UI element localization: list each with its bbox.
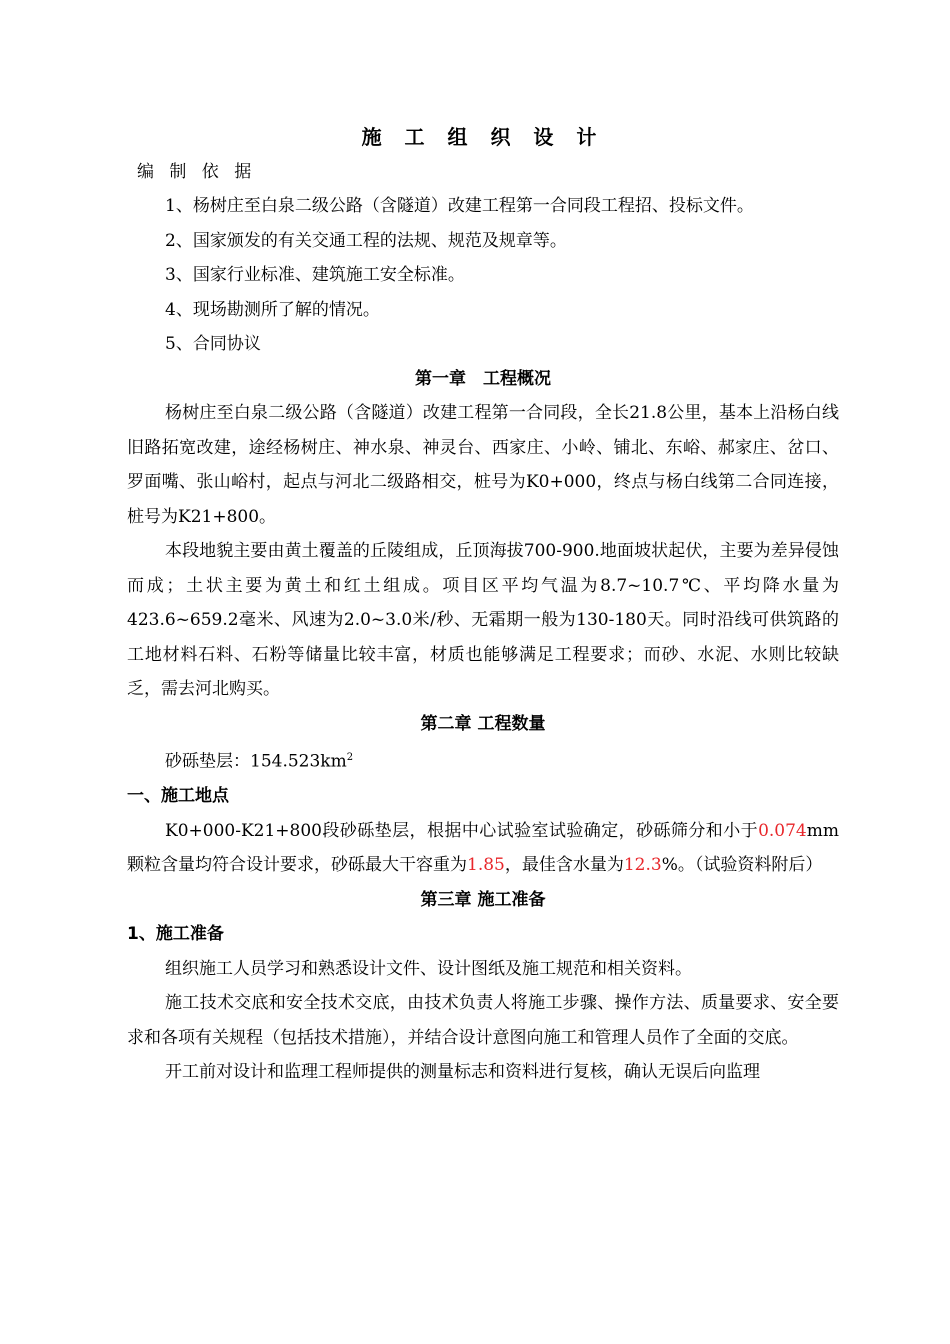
page-title: 施 工 组 织 设 计 — [361, 125, 605, 149]
quantity-superscript: 2 — [346, 752, 354, 763]
basis-item-3: 3、国家行业标准、建筑施工安全标准。 — [165, 265, 465, 285]
site-text-1: K0+000-K21+800段砂砾垫层，根据中心试验室试验确定，砂砾筛分和小于 — [165, 820, 759, 841]
basis-item-2: 2、国家颁发的有关交通工程的法规、规范及规章等。 — [165, 230, 567, 251]
quantity-line — [127, 741, 839, 779]
basis-heading: 编 制 依 据 — [137, 161, 257, 182]
chapter-3-paragraph-2: 施工技术交底和安全技术交底，由技术负责人将施工步骤、操作方法、质量要求、安全要求和各项有关规程（包括技术措施），并结合设计意图向施工和管理人员作了全面的交底。 — [127, 993, 839, 1048]
site-text-3: ，最佳含水量为 — [504, 855, 624, 876]
chapter-3-heading: 第三章 施工准备 — [420, 889, 546, 910]
dry-density-value: 1.85 — [467, 855, 505, 876]
basis-item-4: 4、现场勘测所了解的情况。 — [165, 299, 380, 320]
particle-size-value: 0.074 — [758, 820, 807, 841]
quantity-label: 砂砾垫层：154.523km — [165, 751, 347, 772]
basis-item-5: 5、合同协议 — [165, 334, 261, 354]
site-paragraph — [127, 814, 839, 883]
site-text-2: mm颗粒含量均符合设计要求，砂砾最大干容重为 — [127, 820, 839, 876]
basis-item-1: 1、杨树庄至白泉二级公路（含隧道）改建工程第一合同段工程招、投标文件。 — [165, 196, 754, 216]
site-text-4: %。（试验资料附后） — [661, 855, 823, 876]
preparation-heading: 1、施工准备 — [127, 924, 224, 945]
chapter-1-paragraph-1: 杨树庄至白泉二级公路（含隧道）改建工程第一合同段，全长21.8公里，基本上沿杨白线旧路拓宽改建，途经杨树庄、神水泉、神灵台、西家庄、小岭、铺北、东峪、郝家庄、岔口、罗面嘴、张山峪村，起点与河北二级路相交，桩号为K0+000，终点与杨白线第二合同连接，桩号为K21+800。 — [127, 403, 839, 527]
chapter-3-paragraph-1: 组织施工人员学习和熟悉设计文件、设计图纸及施工规范和相关资料。 — [165, 958, 692, 979]
chapter-2-heading: 第二章 工程数量 — [420, 713, 546, 734]
chapter-1-paragraph-2: 本段地貌主要由黄土覆盖的丘陵组成，丘顶海拔700-900.地面坡状起伏，主要为差异侵蚀而成；土状主要为黄土和红土组成。项目区平均气温为8.7~10.7℃、平均降水量为423.6~659.2毫米、风速为2.0~3.0米/秒、无霜期一般为130-180天。同时沿线可供筑路的工地材料石料、石粉等储量比较丰富，材质也能够满足工程要求；而砂、水泥、水则比较缺乏，需去河北购买。 — [127, 541, 839, 699]
document-body — [127, 120, 839, 1090]
chapter-3-paragraph-3: 开工前对设计和监理工程师提供的测量标志和资料进行复核，确认无误后向监理 — [165, 1062, 760, 1083]
site-heading: 一、施工地点 — [127, 786, 229, 807]
chapter-1-heading: 第一章 工程概况 — [415, 368, 551, 389]
moisture-value: 12.3 — [623, 855, 662, 876]
